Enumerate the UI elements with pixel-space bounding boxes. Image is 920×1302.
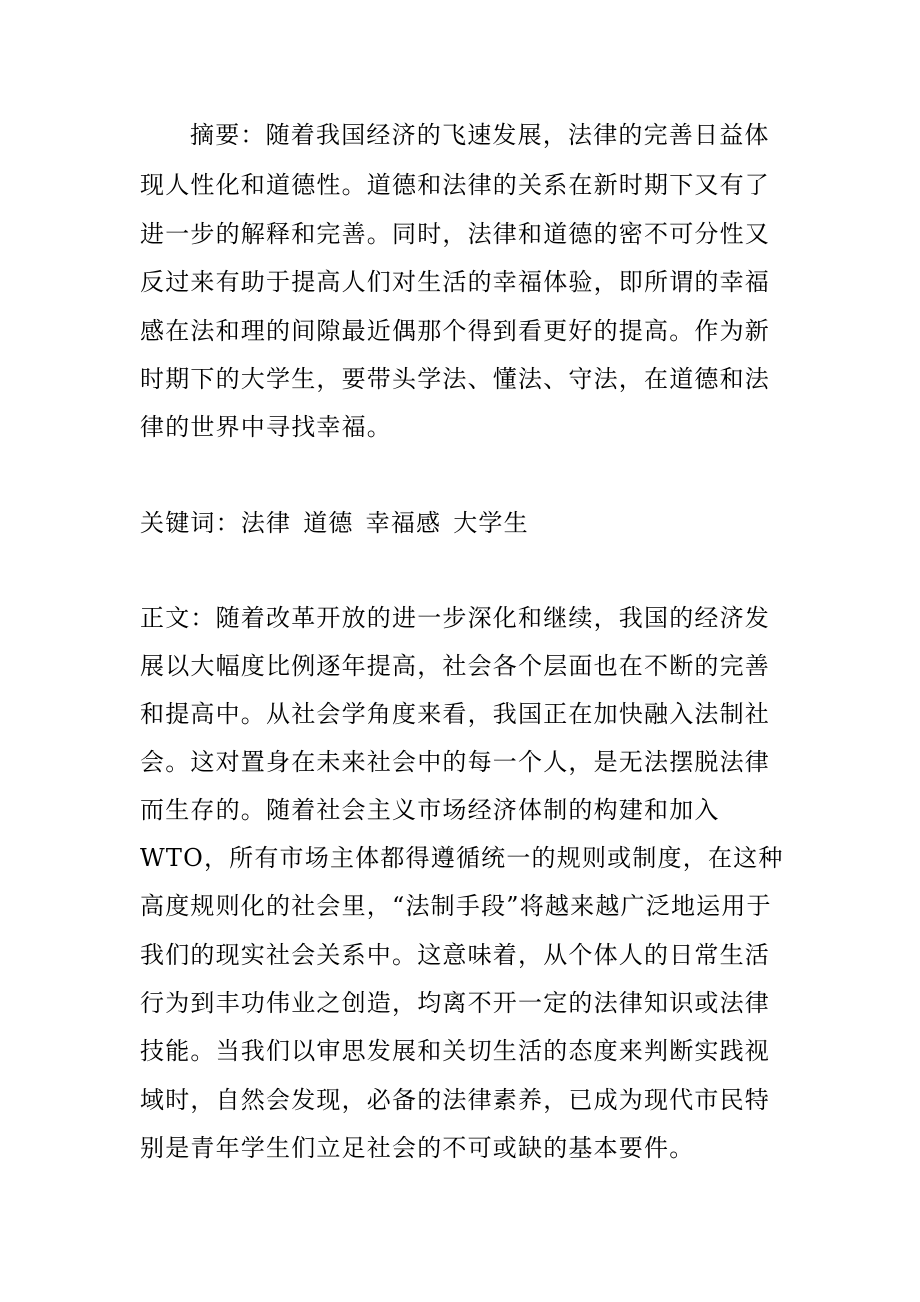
abstract-line: 进一步的解释和完善。同时，法律和道德的密不可分性又 [140, 220, 770, 248]
abstract-line: 摘要：随着我国经济的飞速发展，法律的完善日益体 [190, 121, 770, 149]
body-line: 正文：随着改革开放的进一步深化和继续，我国的经济发 [140, 604, 770, 632]
body-line: 高度规则化的社会里，“法制手段”将越来越广泛地运用于 [140, 892, 772, 920]
body-line: 会。这对置身在未来社会中的每一个人，是无法摆脱法律 [140, 748, 770, 776]
body-line: 和提高中。从社会学角度来看，我国正在加快融入法制社 [140, 700, 770, 728]
abstract-line: 现人性化和道德性。道德和法律的关系在新时期下又有了 [140, 171, 770, 199]
abstract-line: 时期下的大学生，要带头学法、懂法、守法，在道德和法 [140, 365, 770, 393]
keyword: 大学生 [453, 509, 529, 537]
keyword: 法律 [240, 509, 292, 537]
body-line: 域时，自然会发现，必备的法律素养，已成为现代市民特 [140, 1086, 770, 1114]
keyword: 道德 [303, 509, 354, 537]
body-line: 我们的现实社会关系中。这意味着，从个体人的日常生活 [140, 941, 770, 969]
body-line: 展以大幅度比例逐年提高，社会各个层面也在不断的完善 [140, 652, 770, 680]
body-line: 别是青年学生们立足社会的不可或缺的基本要件。 [140, 1134, 695, 1162]
body-line: WTO，所有市场主体都得遵循统一的规则或制度，在这种 [140, 844, 784, 872]
body-line: 行为到丰功伟业之创造，均离不开一定的法律知识或法律 [140, 989, 770, 1017]
body-line: 技能。当我们以审思发展和关切生活的态度来判断实践视 [140, 1037, 770, 1065]
abstract-line: 感在法和理的间隙最近偶那个得到看更好的提高。作为新 [140, 317, 770, 345]
keywords-label: 关键词： [140, 509, 241, 537]
keyword: 幸福感 [365, 509, 442, 537]
abstract-line: 反过来有助于提高人们对生活的幸福体验，即所谓的幸福 [140, 268, 770, 296]
body-line: 而生存的。随着社会主义市场经济体制的构建和加入 [140, 796, 720, 824]
keywords-line [140, 503, 541, 543]
abstract-line: 律的世界中寻找幸福。 [140, 413, 392, 441]
